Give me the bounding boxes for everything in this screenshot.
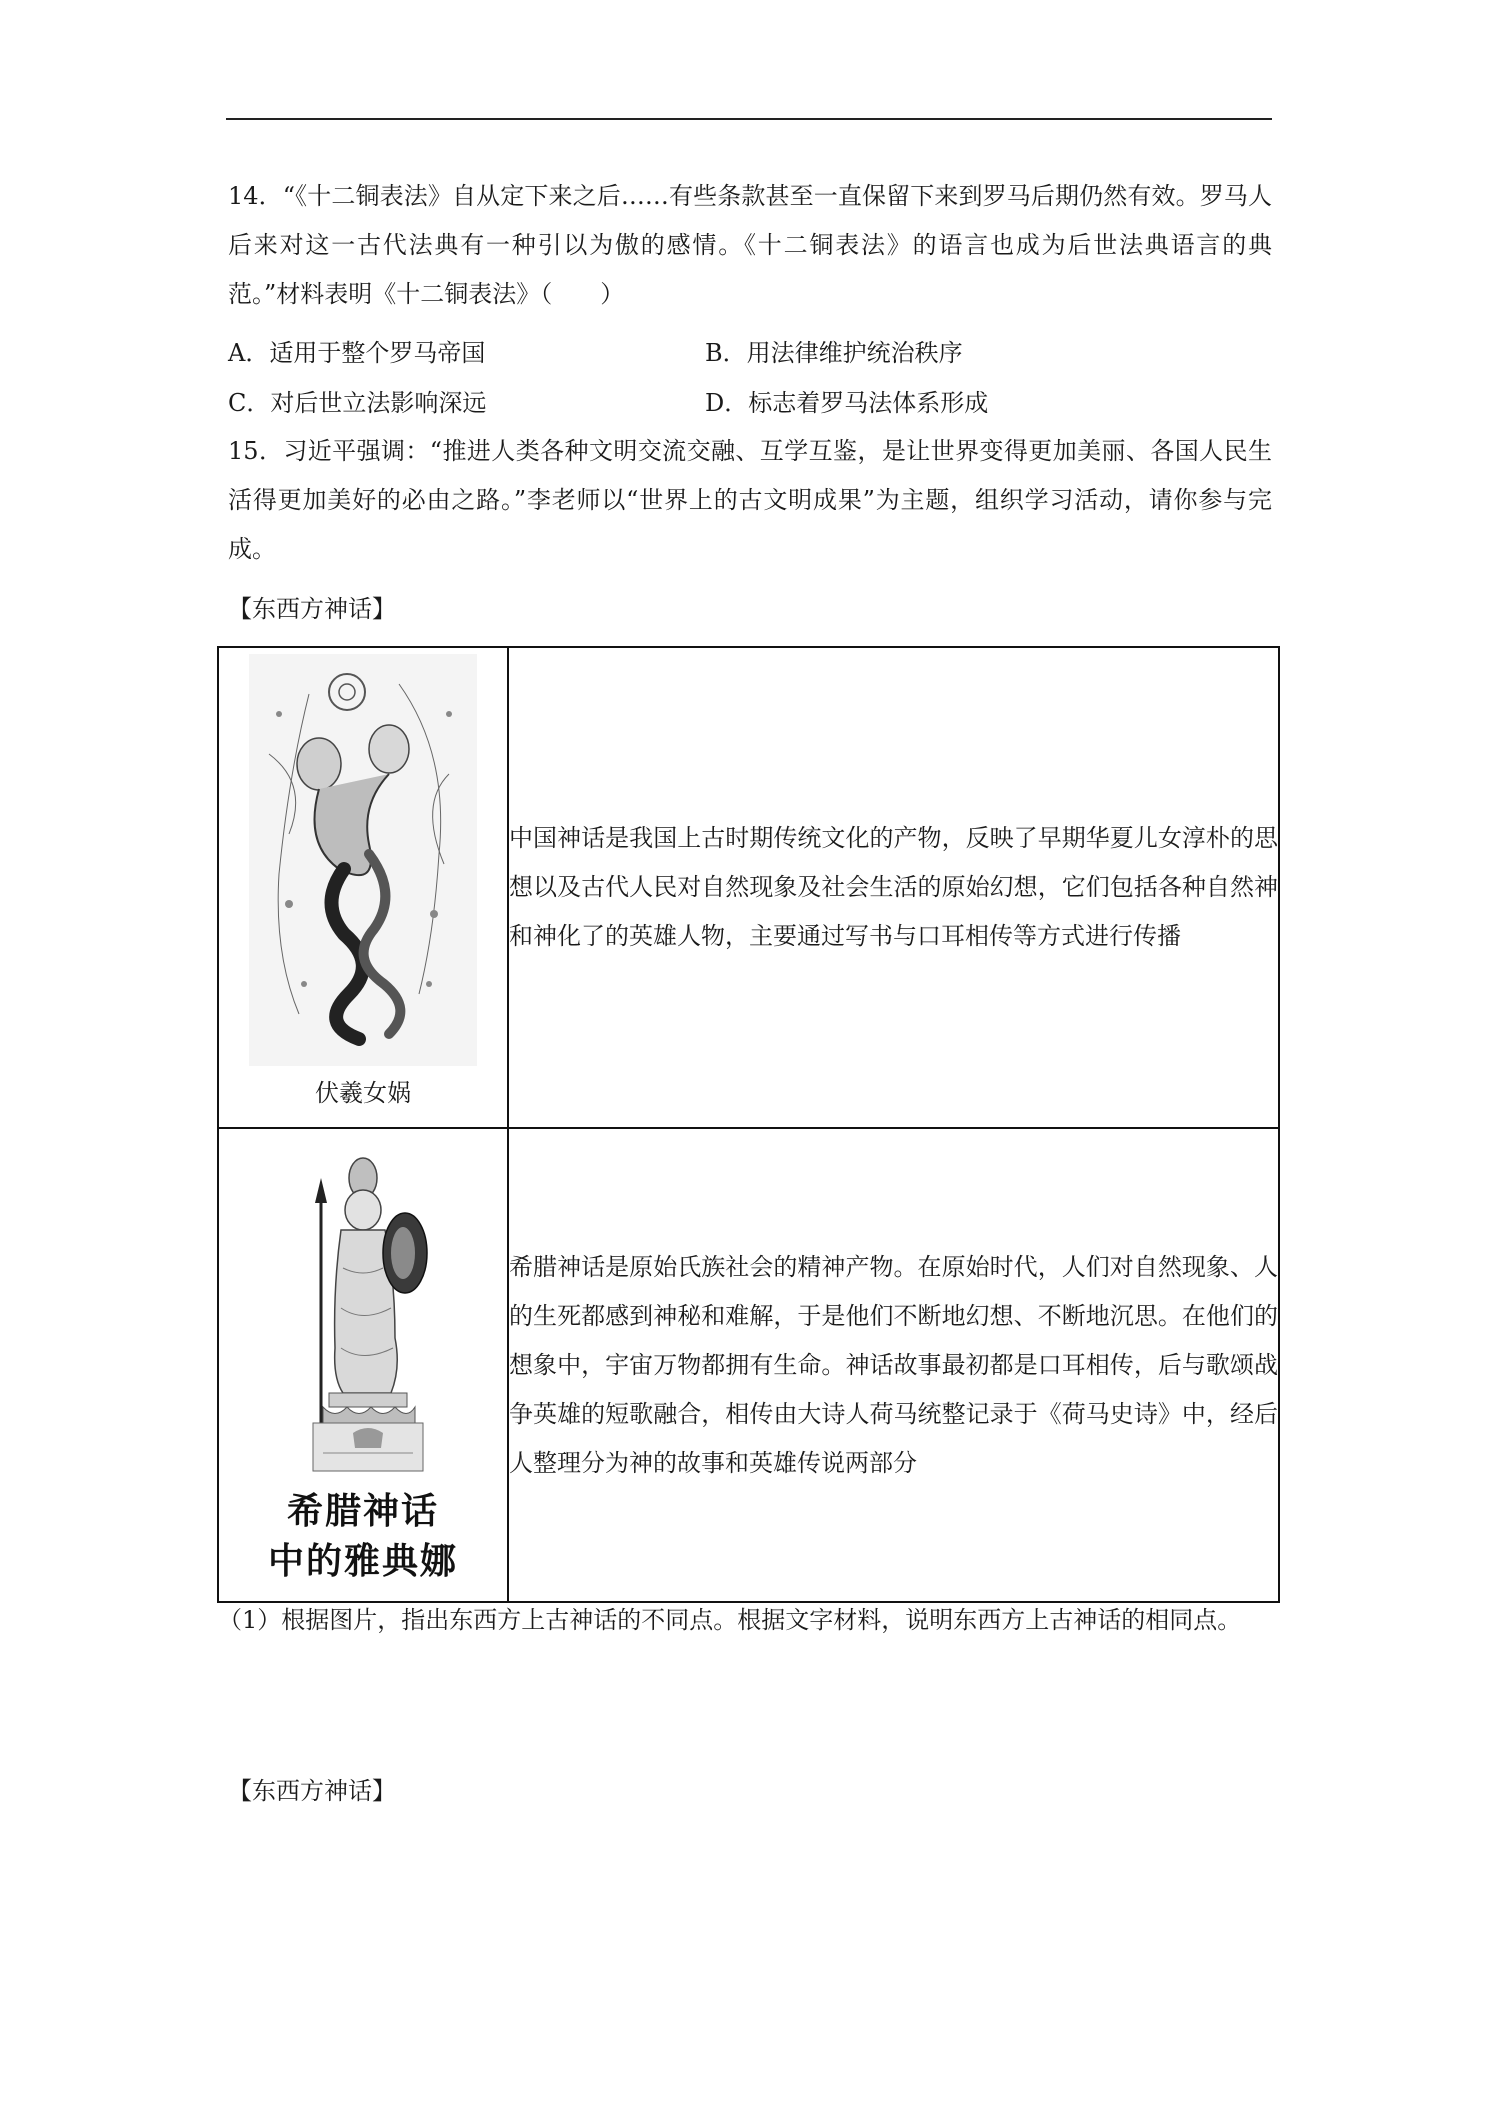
section-title-2: 【东西方神话】 [228, 1777, 396, 1805]
athena-image-caption-line1: 希腊神话 [286, 1490, 439, 1532]
fuxi-nuwa-cell [218, 647, 508, 1128]
section-title: 【东西方神话】 [228, 595, 396, 623]
question-15-stem: 15．习近平强调：“推进人类各种文明交流交融、互学互鉴，是让世界变得更加美丽、各国人民生活得更加美好的必由之路。”李老师以“世界上的古文明成果”为主题，组织学习活动，请你参与完成。 [228, 437, 1272, 563]
greek-myth-text: 希腊神话是原始氏族社会的精神产物。在原始时代，人们对自然现象、人的生死都感到神秘和难解，于是他们不断地幻想、不断地沉思。在他们的想象中，宇宙万物都拥有生命。神话故事最初都是口耳相传，后与歌颂战争英雄的短歌融合，相传由大诗人荷马统整记录于《荷马史诗》中，经后人整理分为神的故事和英雄传说两部分 [509, 1252, 1278, 1477]
q14-option-b: B．用法律维护统治秩序 [705, 339, 963, 367]
table-row [218, 647, 1279, 1128]
fuxi-nuwa-illustration [249, 654, 477, 1066]
greek-myth-cell [508, 1128, 1279, 1602]
q14-option-d: D．标志着罗马法体系形成 [705, 389, 989, 417]
athena-cell [218, 1128, 508, 1602]
q14-option-c: C．对后世立法影响深远 [228, 389, 487, 417]
athena-image-caption-line2: 中的雅典娜 [267, 1540, 458, 1582]
q14-option-a: A．适用于整个罗马帝国 [228, 339, 486, 367]
table-row [218, 1128, 1279, 1602]
athena-statue-illustration [263, 1148, 463, 1478]
myth-table [217, 646, 1280, 1603]
sub-question-1: （1）根据图片，指出东西方上古神话的不同点。根据文字材料，说明东西方上古神话的相同点。 [218, 1606, 1242, 1634]
fuxi-nuwa-caption: 伏羲女娲 [315, 1078, 411, 1107]
chinese-myth-text: 中国神话是我国上古时期传统文化的产物，反映了早期华夏儿女淳朴的思想以及古代人民对自然现象及社会生活的原始幻想，它们包括各种自然神和神化了的英雄人物，主要通过写书与口耳相传等方式进行传播 [509, 824, 1278, 950]
chinese-myth-cell [508, 647, 1279, 1128]
question-14-stem: 14．“《十二铜表法》自从定下来之后……有些条款甚至一直保留下来到罗马后期仍然有效。罗马人后来对这一古代法典有一种引以为傲的感情。《十二铜表法》的语言也成为后世法典语言的典范。”材料表明《十二铜表法》（ ） [228, 182, 1272, 308]
header-rule [226, 118, 1272, 120]
